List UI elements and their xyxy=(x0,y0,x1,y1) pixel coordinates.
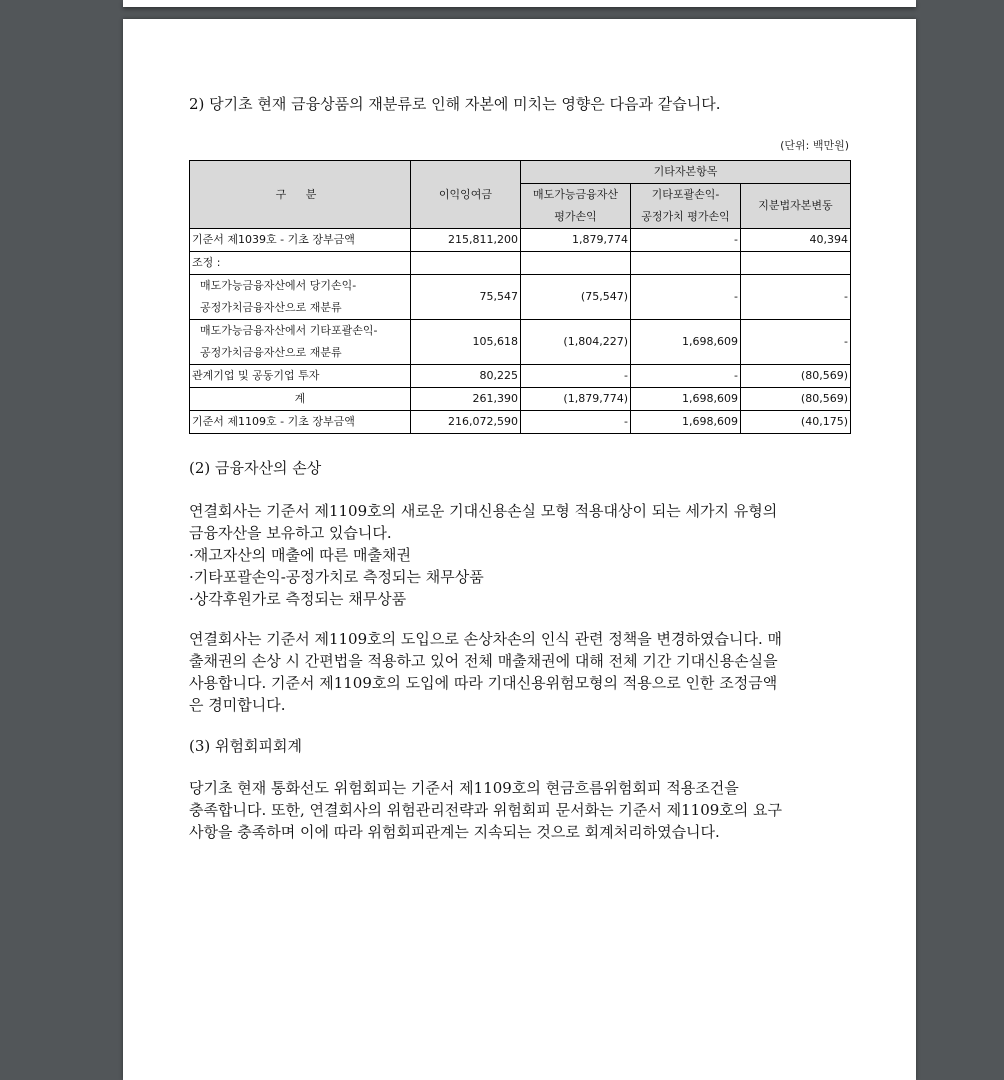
text-line: 금융자산을 보유하고 있습니다. xyxy=(189,524,392,542)
header-category: 구 분 xyxy=(190,161,411,229)
text-line: 연결회사는 기준서 제1109호의 도입으로 손상차손의 인식 관련 정책을 변경하였습니다. 매 xyxy=(189,630,783,648)
unit-label: (단위: 백만원) xyxy=(780,139,849,152)
cell-retained-earnings xyxy=(411,252,521,275)
row-label xyxy=(190,320,411,365)
cell-retained-earnings: 80,225 xyxy=(411,365,521,388)
cell-equity-method: 40,394 xyxy=(741,229,851,252)
row-label: 계 xyxy=(190,388,411,411)
row-label-line2: 공정가치금융자산으로 재분류 xyxy=(200,346,342,359)
row-label: 기준서 제1109호 - 기초 장부금액 xyxy=(190,411,411,434)
cell-equity-method: (40,175) xyxy=(741,411,851,434)
header-afs-line2: 평가손익 xyxy=(554,210,597,223)
table-row xyxy=(190,252,851,275)
table-row xyxy=(190,320,851,365)
row-label xyxy=(190,275,411,320)
cell-afs: (1,879,774) xyxy=(521,388,631,411)
cell-oci: 1,698,609 xyxy=(631,320,741,365)
impairment-heading: (2) 금융자산의 손상 xyxy=(189,459,322,477)
header-oci-line2: 공정가치 평가손익 xyxy=(641,210,730,223)
row-label: 관계기업 및 공동기업 투자 xyxy=(190,365,411,388)
cell-retained-earnings: 105,618 xyxy=(411,320,521,365)
document-page xyxy=(123,19,916,1080)
cell-oci: - xyxy=(631,365,741,388)
header-afs-line1: 매도가능금융자산 xyxy=(532,188,618,201)
row-label-line1: 매도가능금융자산에서 기타포괄손익- xyxy=(200,324,378,337)
cell-retained-earnings: 216,072,590 xyxy=(411,411,521,434)
cell-retained-earnings: 261,390 xyxy=(411,388,521,411)
section-heading: 2) 당기초 현재 금융상품의 재분류로 인해 자본에 미치는 영향은 다음과 같습니다. xyxy=(189,95,721,113)
table-row xyxy=(190,365,851,388)
bullet-item: ·기타포괄손익-공정가치로 측정되는 채무상품 xyxy=(189,568,484,586)
header-oci-line1: 기타포괄손익- xyxy=(651,188,720,201)
bullet-item: ·재고자산의 매출에 따른 매출채권 xyxy=(189,546,411,564)
cell-afs: (75,547) xyxy=(521,275,631,320)
cell-afs: - xyxy=(521,365,631,388)
cell-afs: - xyxy=(521,411,631,434)
cell-equity-method: - xyxy=(741,320,851,365)
table-row-total xyxy=(190,388,851,411)
previous-page-edge xyxy=(123,0,916,7)
cell-oci: 1,698,609 xyxy=(631,388,741,411)
cell-retained-earnings: 75,547 xyxy=(411,275,521,320)
cell-retained-earnings: 215,811,200 xyxy=(411,229,521,252)
table-row xyxy=(190,229,851,252)
cell-oci: - xyxy=(631,275,741,320)
cell-afs xyxy=(521,252,631,275)
cell-equity-method: - xyxy=(741,275,851,320)
table-row xyxy=(190,275,851,320)
reclassification-table xyxy=(189,160,851,434)
row-label: 조정 : xyxy=(190,252,411,275)
cell-equity-method xyxy=(741,252,851,275)
text-line: 은 경미합니다. xyxy=(189,696,286,714)
text-line: 당기초 현재 통화선도 위험회피는 기준서 제1109호의 현금흐름위험회피 적용조건을 xyxy=(189,779,739,797)
cell-oci: - xyxy=(631,229,741,252)
header-equity-method: 지분법자본변동 xyxy=(741,184,851,229)
header-other-capital: 기타자본항목 xyxy=(521,161,851,184)
hedge-heading: (3) 위험회피회계 xyxy=(189,737,302,755)
cell-oci: 1,698,609 xyxy=(631,411,741,434)
header-retained-earnings: 이익잉여금 xyxy=(411,161,521,229)
bullet-item: ·상각후원가로 측정되는 채무상품 xyxy=(189,590,407,608)
cell-oci xyxy=(631,252,741,275)
cell-afs: (1,804,227) xyxy=(521,320,631,365)
text-line: 사항을 충족하며 이에 따라 위험회피관계는 지속되는 것으로 회계처리하였습니다. xyxy=(189,823,720,841)
impairment-paragraph-2 xyxy=(189,628,849,716)
table-row xyxy=(190,411,851,434)
header-afs xyxy=(521,184,631,229)
text-line: 출채권의 손상 시 간편법을 적용하고 있어 전체 매출채권에 대해 전체 기간 기대신용손실을 xyxy=(189,652,778,670)
text-line: 사용합니다. 기준서 제1109호의 도입에 따라 기대신용위험모형의 적용으로 인한 조정금액 xyxy=(189,674,778,692)
text-line: 충족합니다. 또한, 연결회사의 위험관리전략과 위험회피 문서화는 기준서 제1109호의 요구 xyxy=(189,801,783,819)
row-label-line2: 공정가치금융자산으로 재분류 xyxy=(200,301,342,314)
impairment-paragraph-1 xyxy=(189,500,849,610)
cell-equity-method: (80,569) xyxy=(741,388,851,411)
row-label-line1: 매도가능금융자산에서 당기손익- xyxy=(200,279,357,292)
text-line: 연결회사는 기준서 제1109호의 새로운 기대신용손실 모형 적용대상이 되는 세가지 유형의 xyxy=(189,502,778,520)
header-oci xyxy=(631,184,741,229)
hedge-paragraph xyxy=(189,777,849,843)
cell-afs: 1,879,774 xyxy=(521,229,631,252)
cell-equity-method: (80,569) xyxy=(741,365,851,388)
row-label: 기준서 제1039호 - 기초 장부금액 xyxy=(190,229,411,252)
